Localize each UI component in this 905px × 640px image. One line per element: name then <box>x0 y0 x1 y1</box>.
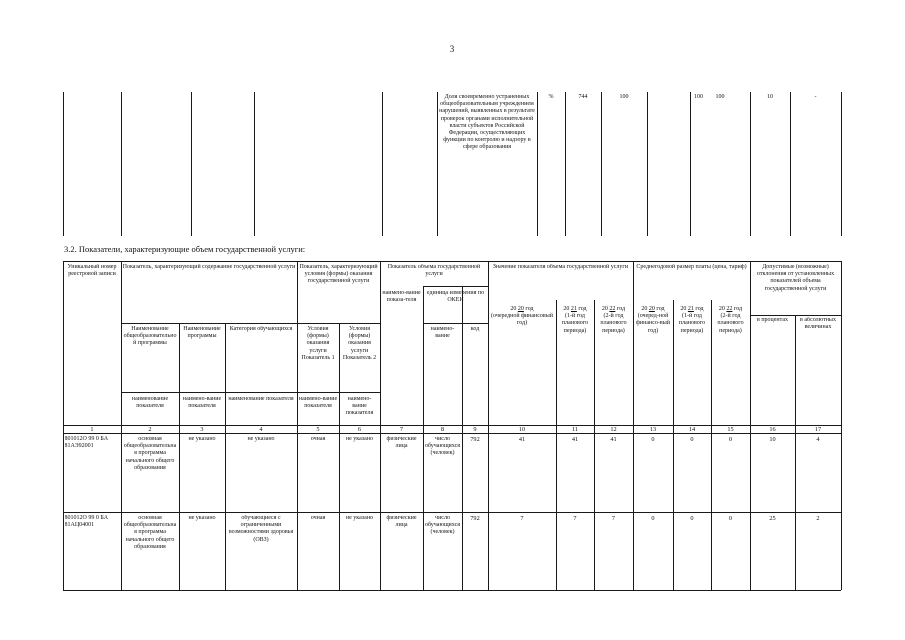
table-cell-dev_absolute: 4 <box>816 436 820 443</box>
header-registry-number: Уникальный номер реестровой записи <box>67 264 117 278</box>
table-cell-dev_percent: 10 <box>769 436 776 443</box>
header-deviation-absolute: в абсолютных величинах <box>800 317 836 331</box>
column-number: 5 <box>316 425 320 433</box>
table-rule-vertical <box>647 92 648 236</box>
column-number: 6 <box>357 425 362 433</box>
header-condition-2: Условия (формы) оказания услуги Показатель 2 <box>342 326 377 361</box>
year-part: 20 <box>641 306 648 312</box>
table-cell-registry: 801012О 99 0 БА 81АЭ92001 <box>64 436 109 450</box>
table-cell-unit_code: 792 <box>470 436 480 443</box>
column-number: 4 <box>259 425 263 433</box>
table-rule-vertical <box>537 92 538 236</box>
header-value-year-plan-1 <box>557 306 593 335</box>
table-rule-horizontal <box>121 392 380 393</box>
year-part: 21 <box>570 306 577 312</box>
table-rule-horizontal <box>423 286 488 287</box>
year-part: (очередной финансовый год) <box>490 313 553 327</box>
table-cell-category: не указано <box>247 436 275 442</box>
column-number: 3 <box>200 425 204 433</box>
table-rule-horizontal <box>63 261 841 262</box>
header-fee-year-current <box>634 306 672 335</box>
header-value-year-current <box>489 306 555 328</box>
table-cell-f2022: 0 <box>728 436 733 443</box>
column-number: 1 <box>90 425 94 433</box>
page-number: 3 <box>449 44 455 54</box>
year-part: 20 <box>680 306 687 312</box>
column-number: 2 <box>148 425 152 433</box>
value-current-year: 100 <box>619 94 629 100</box>
table-rule-vertical <box>339 323 340 590</box>
deviation-percent: 10 <box>767 94 773 100</box>
table-rule-vertical <box>795 315 796 590</box>
indicator-name: Доля своевременно устраненных общеобразовательным учреждением нарушений, выявленных в результате проверок органами исполнительной власти субъектов Российской Федерации, осуществляющих функции по контролю и надзору в сфере образования <box>439 94 535 151</box>
table-rule-vertical <box>841 92 842 236</box>
year-part: год <box>525 306 534 312</box>
header-value-year-plan-2 <box>595 306 632 335</box>
table-rule-vertical <box>63 92 64 236</box>
table-rule-vertical <box>556 300 557 590</box>
year-part: 20 <box>718 306 725 312</box>
okei-code: 744 <box>578 94 588 100</box>
header-fee-year-plan-2 <box>712 306 749 335</box>
table-rule-vertical <box>225 323 226 590</box>
year-part: год <box>656 306 665 312</box>
table-cell-program_name: не указано <box>188 436 216 442</box>
header-deviation-percent: в процентах <box>757 317 788 323</box>
year-part: 22 <box>726 306 733 312</box>
table-cell-condition1: очная <box>310 515 326 521</box>
table-rule-vertical <box>565 92 566 236</box>
table-cell-v2021: 41 <box>571 436 579 443</box>
table-rule-vertical <box>121 92 122 236</box>
label-indicator-name-4: наименование показателя <box>228 396 294 402</box>
table-cell-category: обучающиеся с ограниченными возможностями здоровья (ОВЗ) <box>228 515 294 543</box>
table-rule-vertical <box>594 300 595 590</box>
table-cell-v2021: 7 <box>573 515 577 522</box>
table-cell-condition1: очная <box>310 436 326 442</box>
table-cell-program: основная общеобразовательная программа начального общего образования <box>123 515 177 550</box>
table-cell-indicator: физические лица <box>386 436 417 450</box>
year-part: 20 <box>517 306 524 312</box>
header-average-fee: Среднегодовой размер платы (цена, тариф) <box>636 264 747 270</box>
year-part: 22 <box>609 306 616 312</box>
year-part: (1-й год планового периода) <box>678 313 706 334</box>
table-cell-v2020: 41 <box>518 436 526 443</box>
column-number: 13 <box>649 425 657 433</box>
table-cell-condition2: не указано <box>345 436 374 442</box>
label-indicator-name-2: наименование показателя <box>131 396 169 410</box>
table-cell-v2020: 7 <box>520 515 524 522</box>
table-rule-vertical <box>673 300 674 590</box>
table-rule-horizontal <box>63 590 841 591</box>
year-part: 20 <box>510 306 517 312</box>
year-part: 21 <box>687 306 694 312</box>
table-rule-vertical <box>841 261 842 590</box>
table-cell-dev_percent: 25 <box>769 515 776 522</box>
table-cell-program: основная общеобразовательная программа начального общего образования <box>123 436 177 471</box>
column-number: 8 <box>440 425 445 433</box>
header-unit-name: наимено-вание <box>430 326 455 340</box>
header-volume-value: Значение показателя объема государственной услуги <box>492 264 629 270</box>
table-cell-f2021: 0 <box>690 515 694 522</box>
table-cell-registry: 801012О 99 0 БА 81АЦ04001 <box>64 515 109 529</box>
table-cell-condition2: не указано <box>345 515 374 521</box>
year-part: (очеред-ной финансо-вый год) <box>636 313 670 334</box>
column-number: 17 <box>814 425 822 433</box>
column-number: 16 <box>769 425 776 433</box>
year-part: год <box>578 306 587 312</box>
year-part: 20 <box>601 306 608 312</box>
label-indicator-name-5: наимено-вание показателя <box>298 396 338 410</box>
table-cell-unit_name: число обучающихся (человек) <box>424 436 461 457</box>
column-number: 14 <box>688 425 696 433</box>
year-part: (1-й год планового периода) <box>561 313 589 334</box>
year-part: год <box>733 306 743 312</box>
table-rule-vertical <box>191 92 192 236</box>
table-cell-indicator: физические лица <box>386 515 417 529</box>
unit-name: % <box>548 94 554 100</box>
column-number: 7 <box>399 425 404 433</box>
table-rule-vertical <box>790 92 791 236</box>
year-part: (2-й год планового периода) <box>600 313 627 334</box>
table-cell-v2022: 7 <box>611 515 616 522</box>
table-rule-horizontal <box>121 323 380 324</box>
table-cell-f2020: 0 <box>651 515 655 522</box>
label-indicator-name-6: наимено-вание показателя <box>345 396 374 417</box>
year-part: год <box>616 306 626 312</box>
table-rule-vertical <box>750 92 751 236</box>
header-content-indicator: Показатель, характеризующий содержание государственной услуги <box>122 264 296 270</box>
column-number: 12 <box>610 425 617 433</box>
table-cell-unit_name: число обучающихся (человек) <box>424 515 461 536</box>
year-part: (2-й год планового периода) <box>717 313 744 334</box>
header-condition-indicator: Показатель, характеризующий условия (формы) оказания государственной услуги <box>299 264 378 285</box>
table-rule-vertical <box>711 300 712 590</box>
header-student-category: Категория обучающихся <box>229 326 293 332</box>
column-number: 9 <box>473 425 477 433</box>
column-number: 10 <box>518 425 526 433</box>
header-deviation: Допустимые (возможные) отклонения от установленных показателей объема государственной услуги <box>756 264 835 292</box>
table-rule-vertical <box>601 92 602 236</box>
year-part: год <box>695 306 704 312</box>
deviation-absolute: - <box>814 94 817 100</box>
table-rule-vertical <box>690 92 691 236</box>
header-volume-indicator: Показатель объема государственной услуги <box>387 264 481 278</box>
table-rule-vertical <box>254 92 255 236</box>
column-number: 11 <box>571 425 579 433</box>
year-part: 20 <box>648 306 655 312</box>
column-number: 15 <box>727 425 734 433</box>
section-heading: 3.2. Показатели, характеризующие объем государственной услуги: <box>64 244 306 254</box>
header-volume-indicator-name: наимено-вание показа-теля <box>382 290 421 304</box>
table-cell-unit_code: 792 <box>470 515 480 522</box>
table-rule-horizontal <box>423 323 488 324</box>
header-volume-unit: единица измерения по ОКЕИ <box>426 290 485 304</box>
table-rule-vertical <box>382 92 383 236</box>
value-plan-year-2: 100 <box>715 94 725 100</box>
header-condition-1: Условия (формы) оказания услуги Показатель 1 <box>301 326 335 361</box>
table-cell-v2022: 41 <box>610 436 617 443</box>
value-plan-year-1: 100 <box>694 94 703 100</box>
table-cell-f2020: 0 <box>651 436 655 443</box>
table-cell-f2022: 0 <box>728 515 733 522</box>
table-cell-program_name: не указано <box>188 515 216 521</box>
header-unit-code: код <box>470 326 480 332</box>
header-education-program: Наименование общеобразовательной программы <box>123 326 177 347</box>
table-rule-vertical <box>179 323 180 590</box>
table-cell-f2021: 0 <box>690 436 694 443</box>
table-cell-dev_absolute: 2 <box>816 515 820 522</box>
label-indicator-name-3: наимено-вание показателя <box>182 396 222 410</box>
header-program-name: Наименование программы <box>183 326 221 340</box>
year-part: 20 <box>563 306 570 312</box>
header-fee-year-plan-1 <box>674 306 710 335</box>
